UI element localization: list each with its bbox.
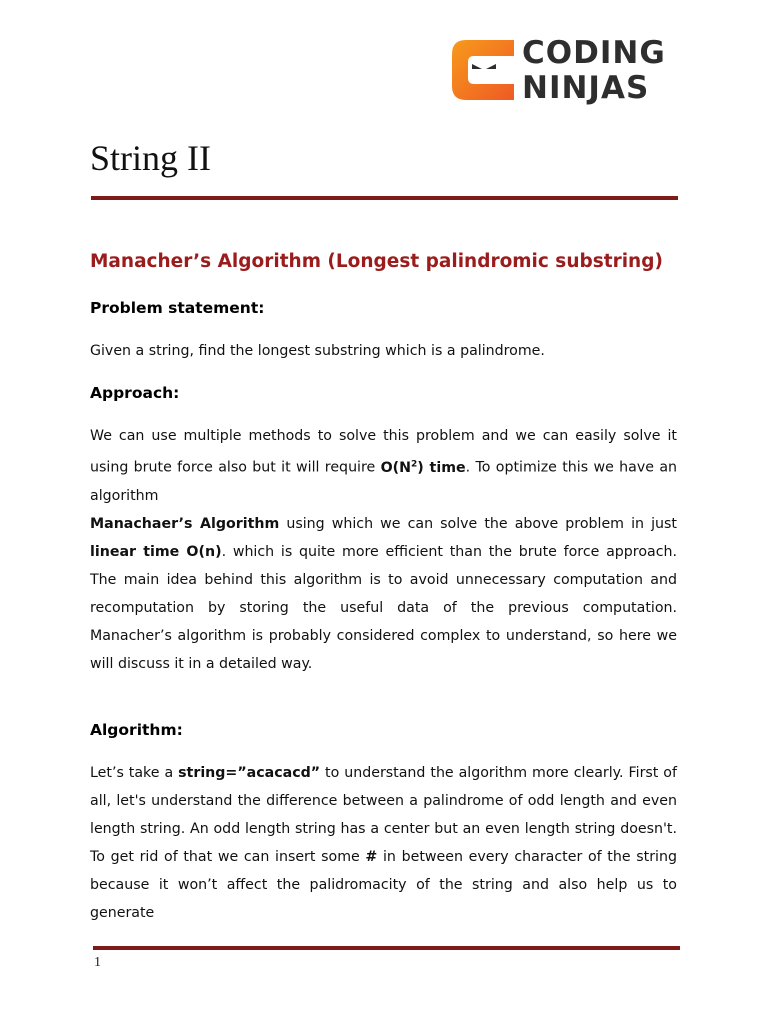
approach-text-3: using which we can solve the above problem in just (279, 516, 677, 533)
brand-line-2: NINJAS (522, 70, 650, 106)
approach-text-2: . To optimize this we have an algorithm (90, 459, 678, 504)
footer-divider (93, 946, 680, 950)
brand-line-1: CODING (522, 35, 666, 71)
algorithm-paragraph (90, 759, 677, 928)
algorithm-name: Manachaer’s Algorithm (90, 516, 280, 533)
algorithm-heading: Algorithm: (90, 721, 183, 739)
problem-heading: Problem statement: (90, 299, 265, 317)
title-divider (91, 196, 678, 200)
complexity-exponent: 2 (411, 459, 418, 470)
complexity-base: O(N (380, 459, 412, 476)
section-title: Manacher’s Algorithm (Longest palindromic substring) (90, 251, 663, 272)
page-title: String II (90, 138, 211, 178)
approach-heading: Approach: (90, 384, 180, 402)
approach-paragraph (90, 422, 677, 679)
algorithm-text-2: to understand the algorithm more clearly. First of all, let's understand the difference between a palindrome of odd length and even length string. An odd length string has a center but an even length string doesn't. To get rid of that we can insert some (90, 765, 677, 866)
hash-symbol: # (365, 849, 378, 866)
complexity-quadratic (381, 460, 466, 476)
brand-name (522, 36, 666, 106)
coding-ninjas-logo (452, 36, 672, 108)
example-string: string=”acacacd” (178, 765, 321, 781)
page-number: 1 (94, 955, 101, 970)
algorithm-text-3: in between every character of the string because it won’t affect the palidromacity of the string and also help us to generate (90, 849, 677, 922)
complexity-linear: linear time O(n) (90, 544, 222, 561)
algorithm-text-1: Let’s take a (90, 765, 179, 781)
approach-text-1: We can use multiple methods to solve this problem and we can easily solve it using brute force also but it will require (90, 428, 677, 476)
complexity-end: ) time (417, 459, 466, 476)
problem-text: Given a string, find the longest substring which is a palindrome. (90, 343, 545, 359)
ninja-logo-icon (452, 38, 516, 102)
approach-text-4: . which is quite more efficient than the brute force approach. The main idea behind this algorithm is to avoid unnecessary computation and recomputation by storing the useful data of the previous computation. Manacher’s algorithm is probably considered complex to understand, so here we will discuss it in a detailed way. (90, 544, 678, 673)
